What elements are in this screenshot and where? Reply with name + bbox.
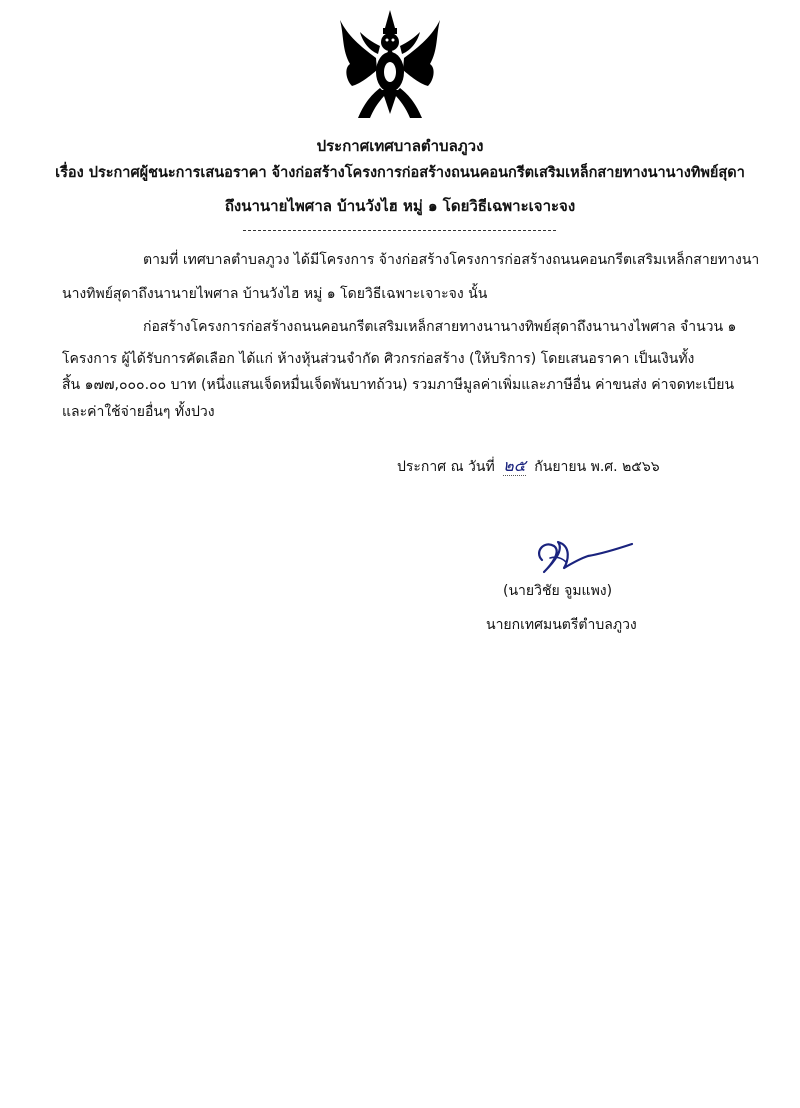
paragraph-2-line-1: ก่อสร้างโครงการก่อสร้างถนนคอนกรีตเสริมเหล็กสายทางนานางทิพย์สุดาถึงนานางไพศาล จำนวน ๑ (143, 319, 737, 335)
signatory-name: (นายวิชัย จูมแพง) (503, 583, 613, 599)
announcement-month-year: กันยายน พ.ศ. ๒๕๖๖ (534, 459, 660, 475)
document-title: ประกาศเทศบาลตำบลภูวง (316, 137, 484, 155)
handwritten-signature (528, 532, 638, 582)
announcement-date (397, 454, 660, 479)
garuda-emblem-icon (330, 6, 450, 126)
paragraph-2-line-3: สิ้น ๑๗๗,๐๐๐.๐๐ บาท (หนึ่งแสนเจ็ดหมื่นเจ็ดพันบาทถ้วน) รวมภาษีมูลค่าเพิ่มและภาษีอื่น ค่าขนส่ง ค่าจดทะเบียน (62, 377, 735, 393)
paragraph-2-line-4: และค่าใช้จ่ายอื่นๆ ทั้งปวง (62, 404, 215, 420)
paragraph-1-line-2: นางทิพย์สุดาถึงนานายไพศาล บ้านวังไฮ หมู่ ๑ โดยวิธีเฉพาะเจาะจง นั้น (62, 286, 488, 302)
paragraph-1-line-1: ตามที่ เทศบาลตำบลภูวง ได้มีโครงการ จ้างก่อสร้างโครงการก่อสร้างถนนคอนกรีตเสริมเหล็กสายทางนา (143, 252, 760, 268)
signatory-position: นายกเทศมนตรีตำบลภูวง (486, 617, 637, 633)
divider (243, 230, 556, 231)
subject-line: เรื่อง ประกาศผู้ชนะการเสนอราคา จ้างก่อสร้างโครงการก่อสร้างถนนคอนกรีตเสริมเหล็กสายทางนานางทิพย์สุดา (55, 165, 745, 181)
announcement-prefix: ประกาศ ณ วันที่ (397, 459, 495, 475)
announcement-day: ๒๕ (503, 456, 526, 475)
subject-line-continued: ถึงนานายไพศาล บ้านวังไฮ หมู่ ๑ โดยวิธีเฉพาะเจาะจง (224, 197, 576, 215)
paragraph-2-line-2: โครงการ ผู้ได้รับการคัดเลือก ได้แก่ ห้างหุ้นส่วนจำกัด ศิวกรก่อสร้าง (ให้บริการ) โดยเสนอราคา เป็นเงินทั้ง (62, 351, 695, 367)
